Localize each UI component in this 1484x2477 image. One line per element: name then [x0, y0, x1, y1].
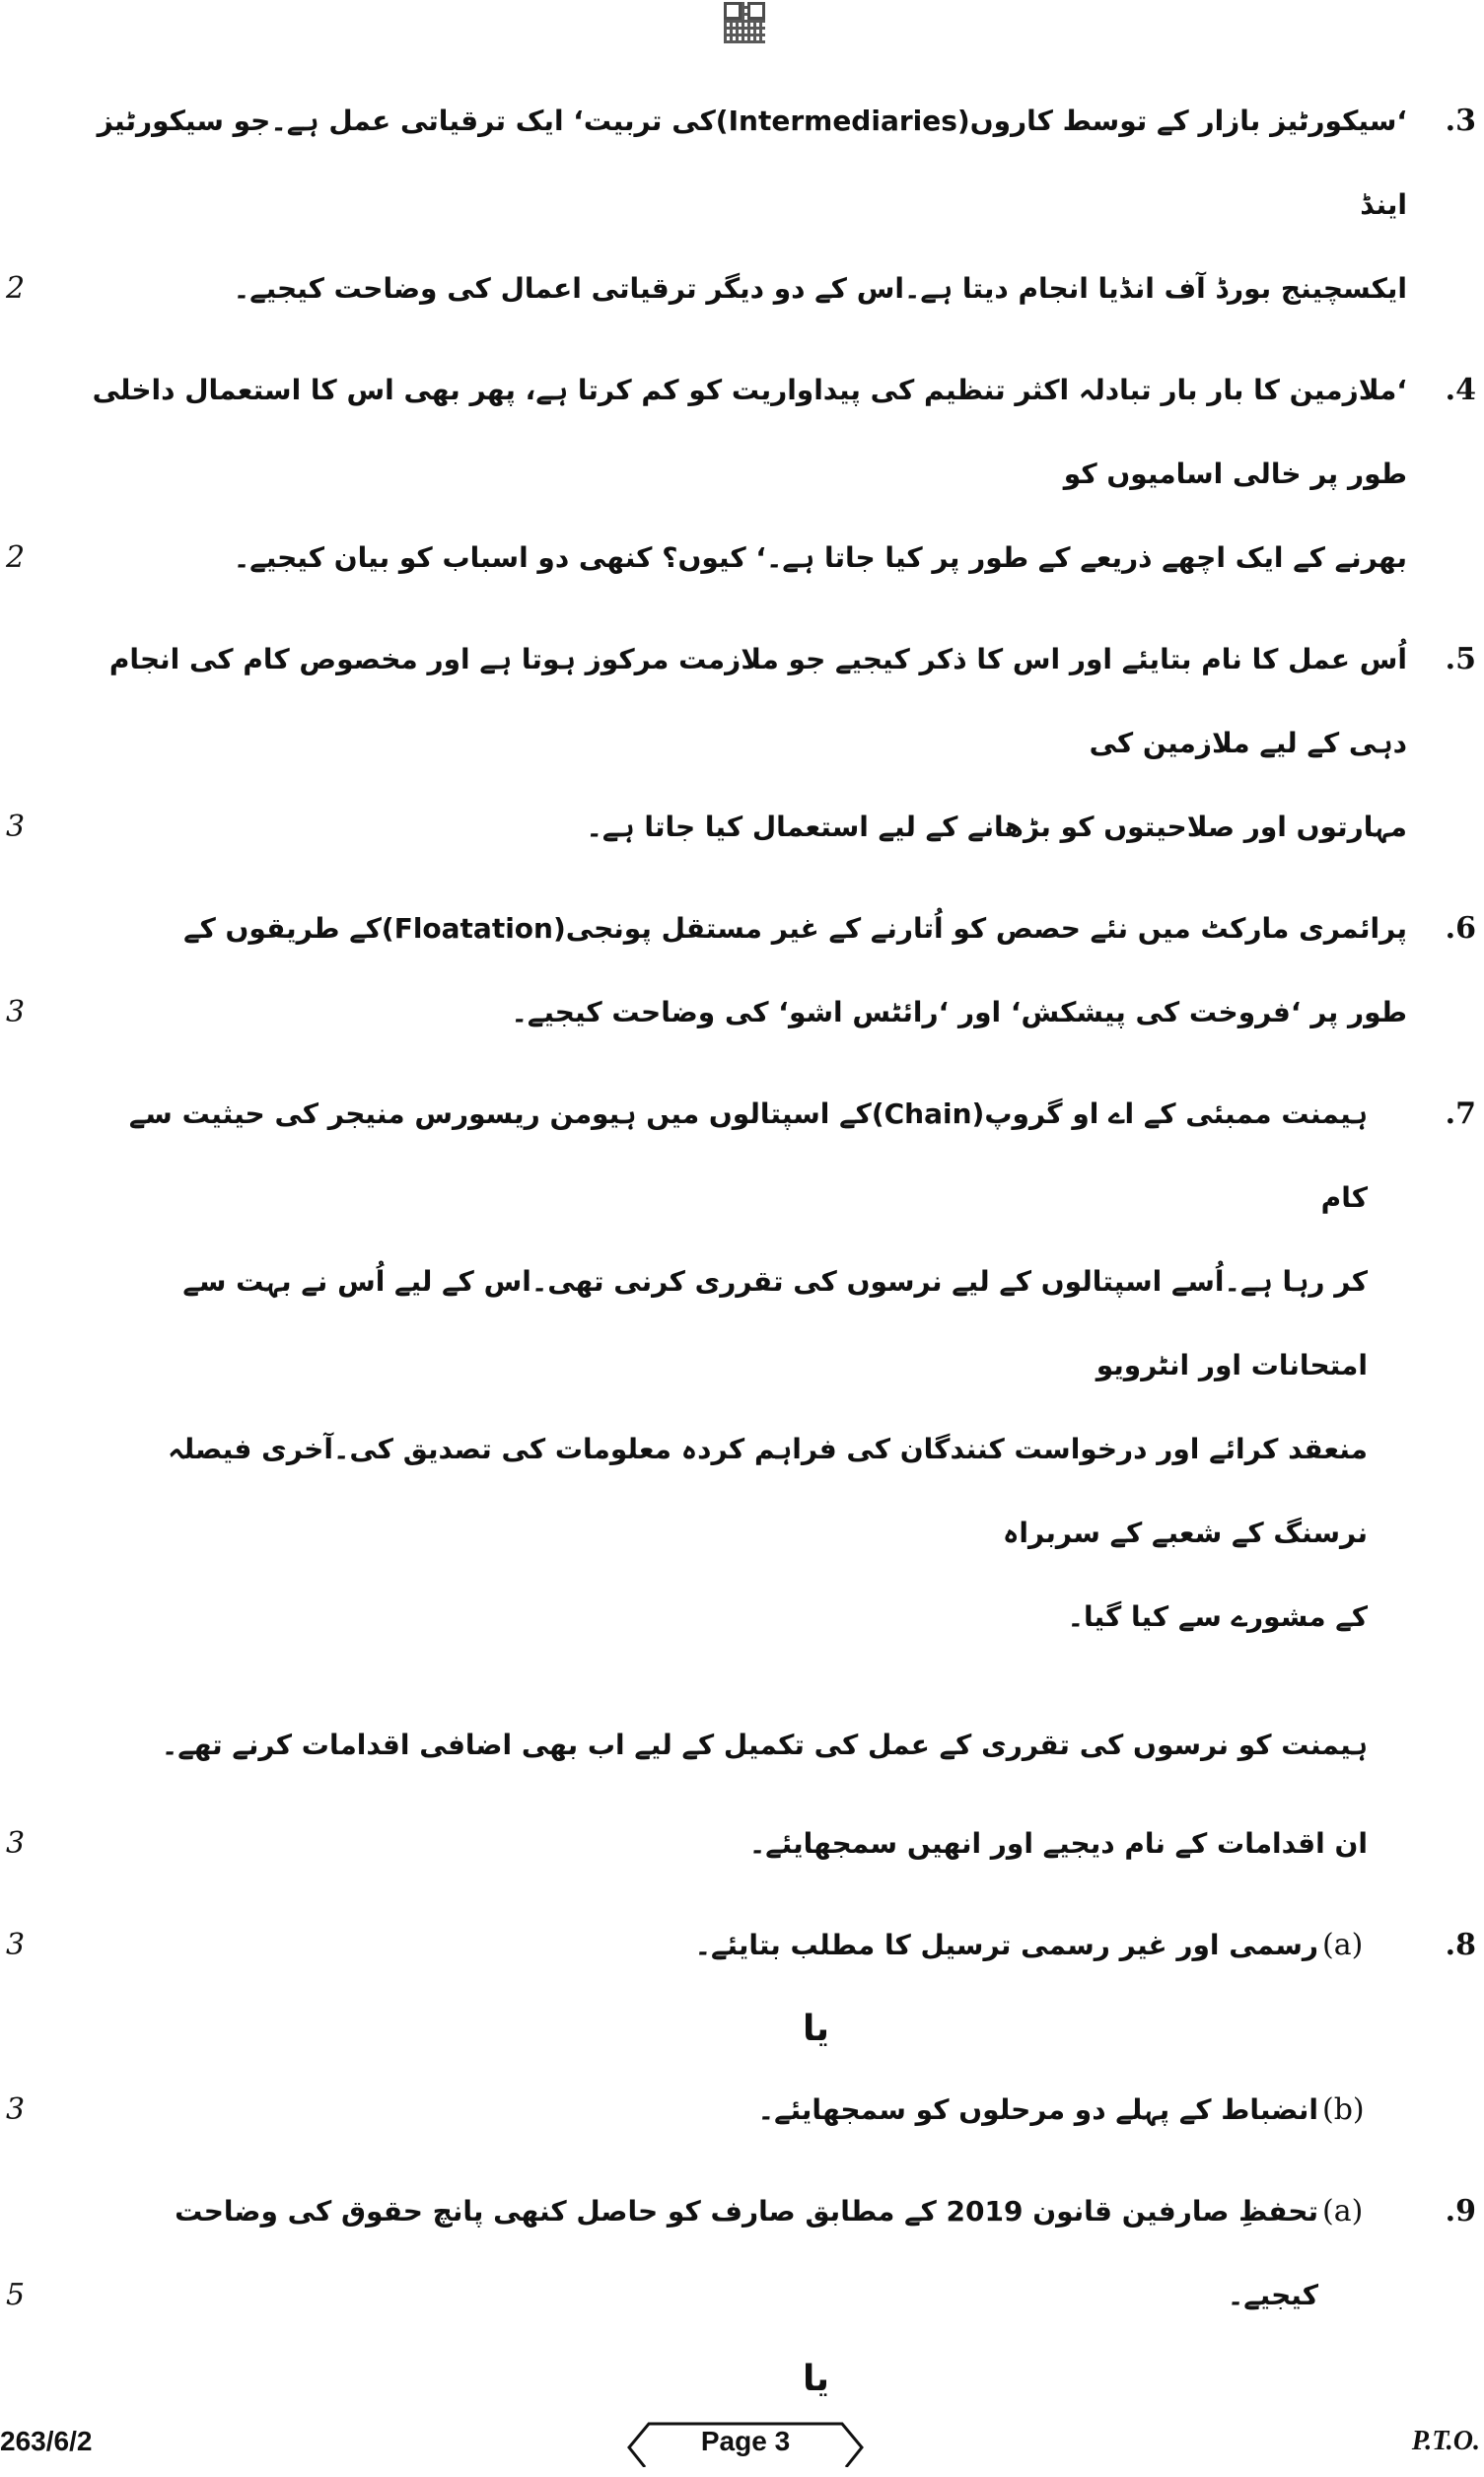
q8a-text: رسمی اور غیر رسمی ترسیل کا مطلب بتایئے۔ — [694, 1929, 1318, 1961]
page-number: Page 3 — [700, 2426, 791, 2456]
or-label: یا — [802, 2009, 830, 2049]
page-footer — [0, 2418, 1484, 2477]
q8b-marks: 3 — [6, 2092, 26, 2127]
question-4 — [0, 348, 1484, 600]
q8b-label: (b) — [1322, 2092, 1365, 2127]
q4-line-1: ‘ملازمین کا بار بار تبادلہ اکثر تنظیم کی پیداواریت کو کم کرتا ہے، پھر بھی اس کا استعمال داخلی طور پر خالی اسامیوں کو — [92, 374, 1407, 490]
q7-line-5: ہیمنت کو نرسوں کی تقرری کے عمل کی تکمیل کے لیے اب بھی اضافی اقدامات کرنے تھے۔ — [161, 1729, 1368, 1761]
q7-line-1: ہیمنت ممبئی کے اے او گروپ(Chain)کے اسپتالوں میں ہیومن ریسورس منیجر کی حیثیت سے کام — [128, 1097, 1368, 1214]
q6-marks: 3 — [6, 995, 26, 1029]
q4-line-2: بھرنے کے ایک اچھے ذریعے کے طور پر کیا جاتا ہے۔‘ کیوں؟ کنھی دو اسباب کو بیان کیجیے۔ — [233, 541, 1407, 574]
question-7 — [0, 1072, 1484, 1885]
question-8-part-b — [0, 2068, 1484, 2152]
q5-line-1: اُس عمل کا نام بتایئے اور اس کا ذکر کیجیے جو ملازمت مرکوز ہوتا ہے اور مخصوص کام کی انجام دہی کے لیے ملازمین کی — [108, 643, 1407, 759]
page-number-badge — [627, 2418, 864, 2467]
question-5 — [0, 617, 1484, 869]
paper-code: 263/6/2 — [0, 2426, 93, 2456]
question-6 — [0, 886, 1484, 1054]
q9a-marks: 5 — [6, 2278, 26, 2312]
or-label-2: یا — [802, 2359, 830, 2399]
please-turn-over: P.T.O. — [1411, 2426, 1480, 2456]
q9a-label: (a) — [1322, 2194, 1364, 2229]
question-8-part-a — [0, 1903, 1484, 1987]
question-number-8: 8. — [1445, 1928, 1476, 1962]
question-number-6: 6. — [1445, 911, 1476, 946]
q5-line-2: مہارتوں اور صلاحیتوں کو بڑھانے کے لیے استعمال کیا جاتا ہے۔ — [586, 811, 1407, 843]
question-number-7: 7. — [1445, 1097, 1476, 1131]
q3-marks: 2 — [6, 271, 26, 306]
q7-line-3: منعقد کرائے اور درخواست کنندگان کی فراہم کردہ معلومات کی تصدیق کی۔آخری فیصلہ نرسنگ کے شعبے کے سربراہ — [168, 1433, 1368, 1549]
q7-line-6: ان اقدامات کے نام دیجیے اور انھیں سمجھایئے۔ — [748, 1827, 1368, 1860]
question-number-3: 3. — [1445, 104, 1476, 138]
q8b-text: انضباط کے پہلے دو مرحلوں کو سمجھایئے۔ — [757, 2093, 1318, 2126]
qr-code — [724, 2, 765, 43]
question-9-part-a — [0, 2169, 1484, 2337]
q7-marks: 3 — [6, 1826, 26, 1861]
q7-line-2: کر رہا ہے۔اُسے اسپتالوں کے لیے نرسوں کی تقرری کرنی تھی۔اس کے لیے اُس نے بہت سے امتحانات اور انٹرویو — [182, 1265, 1368, 1381]
q3-line-1: ‘سیکورٹیز بازار کے توسط کاروں(Intermediaries)کی تربیت‘ ایک ترقیاتی عمل ہے۔جو سیکورٹیز اینڈ — [97, 105, 1407, 221]
q8a-label: (a) — [1322, 1928, 1364, 1962]
q5-marks: 3 — [6, 810, 26, 844]
q6-line-1: پرائمری مارکٹ میں نئے حصص کو اُتارنے کے غیر مستقل پونجی(Floatation)کے طریقوں کے — [183, 912, 1407, 945]
q9a-text: تحفظِ صارفین قانون 2019 کے مطابق صارف کو حاصل کنھی پانچ حقوق کی وضاحت کیجیے۔ — [175, 2195, 1318, 2311]
q6-line-2: طور پر ‘فروخت کی پیشکش‘ اور ‘رائٹس اشو‘ کی وضاحت کیجیے۔ — [511, 996, 1407, 1028]
question-number-4: 4. — [1445, 373, 1476, 407]
q3-line-2: ایکسچینج بورڈ آف انڈیا انجام دیتا ہے۔اس کے دو دیگر ترقیاتی اعمال کی وضاحت کیجیے۔ — [233, 272, 1407, 305]
q4-marks: 2 — [6, 540, 26, 575]
q7-line-4: کے مشورے سے کیا گیا۔ — [1067, 1600, 1368, 1633]
question-number-5: 5. — [1445, 642, 1476, 676]
q8a-marks: 3 — [6, 1928, 26, 1962]
question-number-9: 9. — [1445, 2194, 1476, 2229]
question-3 — [0, 79, 1484, 330]
